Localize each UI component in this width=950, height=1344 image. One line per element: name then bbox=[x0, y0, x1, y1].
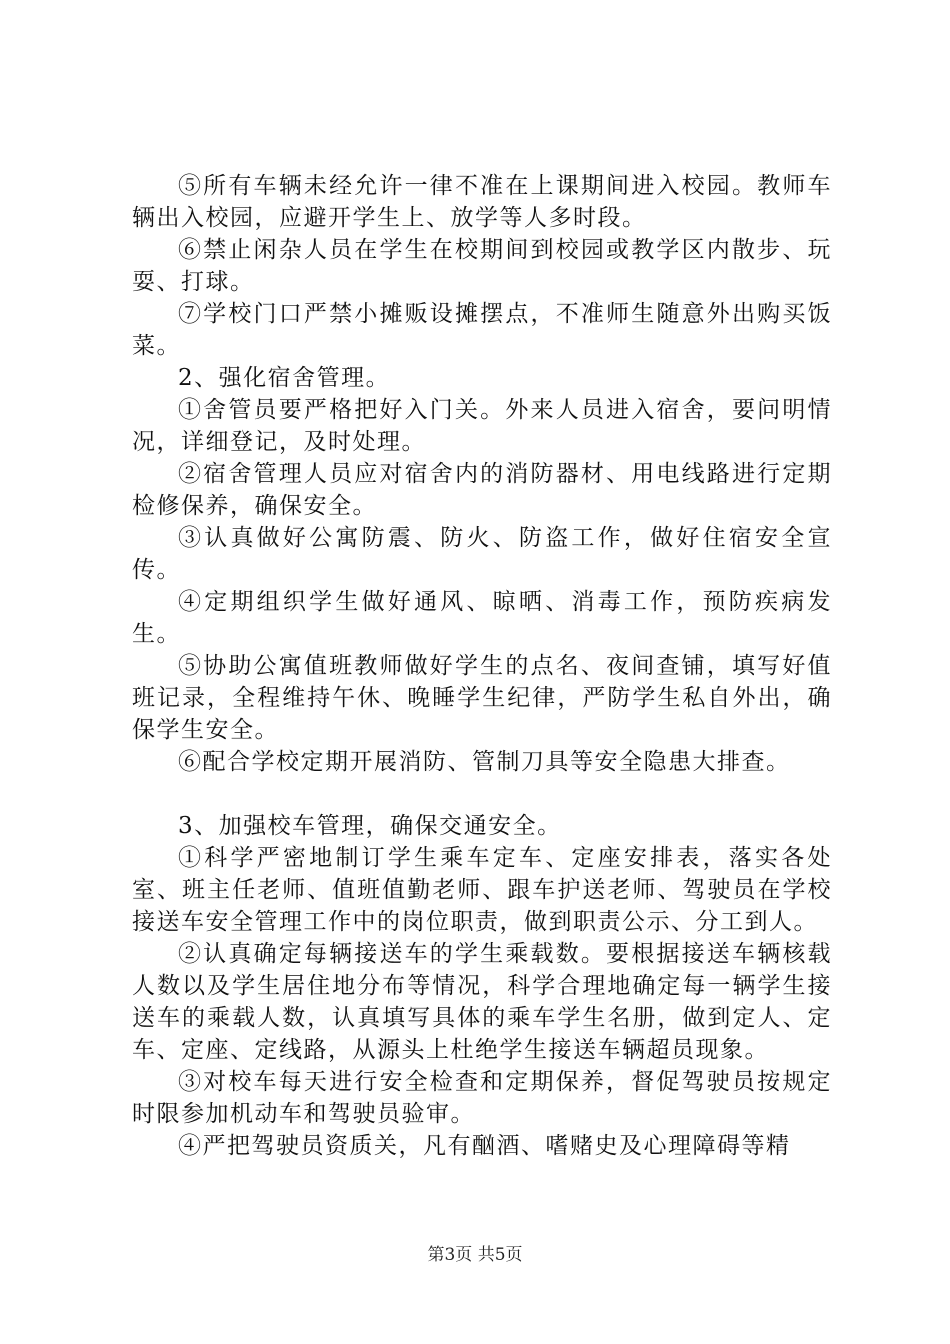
paragraph: ①科学严密地制订学生乘车定车、定座安排表，落实各处室、班主任老师、值班值勤老师、跟车护送老师、驾驶员在学校接送车安全管理工作中的岗位职责，做到职责公示、分工到人。 bbox=[132, 845, 832, 935]
paragraph: ④定期组织学生做好通风、晾晒、消毒工作，预防疾病发生。 bbox=[132, 589, 832, 647]
section-heading: 3、加强校车管理，确保交通安全。 bbox=[178, 813, 562, 839]
paragraph: ③认真做好公寓防震、防火、防盗工作，做好住宿安全宣传。 bbox=[132, 525, 832, 583]
paragraph: ⑥禁止闲杂人员在学生在校期间到校园或教学区内散步、玩耍、打球。 bbox=[132, 237, 832, 295]
paragraph: ⑦学校门口严禁小摊贩设摊摆点，不准师生随意外出购买饭菜。 bbox=[132, 301, 832, 359]
page-number: 第3页 共5页 bbox=[427, 1245, 523, 1265]
paragraph: ③对校车每天进行安全检查和定期保养，督促驾驶员按规定时限参加机动车和驾驶员验审。 bbox=[132, 1069, 832, 1127]
document-body bbox=[132, 170, 832, 1162]
paragraph: ④严把驾驶员资质关，凡有酗酒、嗜赌史及心理障碍等精 bbox=[178, 1133, 791, 1159]
paragraph: ⑥配合学校定期开展消防、管制刀具等安全隐患大排查。 bbox=[178, 749, 791, 775]
paragraph: ⑤所有车辆未经允许一律不准在上课期间进入校园。教师车辆出入校园，应避开学生上、放学等人多时段。 bbox=[132, 173, 832, 231]
paragraph: ②认真确定每辆接送车的学生乘载数。要根据接送车辆核载人数以及学生居住地分布等情况，科学合理地确定每一辆学生接送车的乘载人数，认真填写具体的乘车学生名册，做到定人、定车、定座、定线路，从源头上杜绝学生接送车辆超员现象。 bbox=[132, 941, 832, 1063]
paragraph: ①舍管员要严格把好入门关。外来人员进入宿舍，要问明情况，详细登记，及时处理。 bbox=[132, 397, 832, 455]
paragraph: ②宿舍管理人员应对宿舍内的消防器材、用电线路进行定期检修保养，确保安全。 bbox=[132, 461, 832, 519]
section-heading: 2、强化宿舍管理。 bbox=[178, 365, 391, 391]
paragraph: ⑤协助公寓值班教师做好学生的点名、夜间查铺，填写好值班记录，全程维持午休、晚睡学生纪律，严防学生私自外出，确保学生安全。 bbox=[132, 653, 832, 743]
